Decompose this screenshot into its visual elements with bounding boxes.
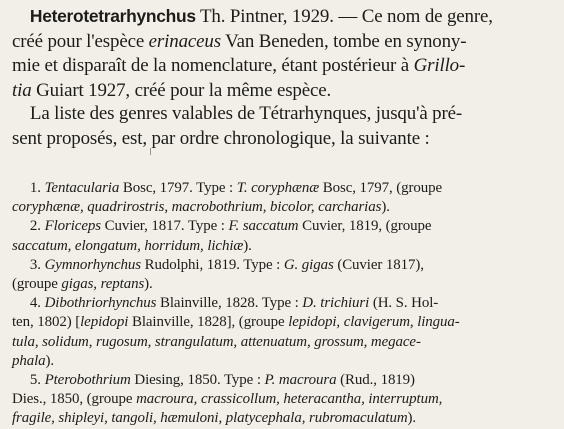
italic-text: phala bbox=[12, 352, 46, 369]
entry-line bbox=[12, 256, 552, 275]
italic-text: coryphænæ, quadrirostris, macrobothrium, bicolor, carcharias bbox=[12, 199, 382, 216]
text-span: Cuvier, 1819, (groupe bbox=[298, 218, 432, 235]
entry-line bbox=[12, 352, 552, 371]
text-span: mie et disparaît de la nomenclature, étant postérieur à bbox=[12, 55, 414, 76]
paragraph-line: sent proposés, est, par ordre chronologique, la suivante : bbox=[12, 127, 430, 149]
italic-text: G. gigas bbox=[283, 256, 334, 273]
text-span: ). bbox=[407, 410, 417, 427]
text-span: Cuvier, 1817. Type : bbox=[100, 218, 229, 235]
italic-text: gigas, reptans bbox=[61, 276, 145, 293]
text-span: ). bbox=[144, 276, 153, 293]
entry-line bbox=[12, 198, 552, 217]
text-span: (groupe bbox=[12, 276, 62, 293]
italic-text: lepidopi, clavigerum, lingua- bbox=[288, 314, 460, 331]
italic-text: fragile, shipleyi, tangoli, hæmuloni, platycephala, rubromaculatum bbox=[12, 410, 408, 427]
genus-entry-3 bbox=[12, 256, 554, 294]
paragraph-list-intro bbox=[12, 102, 554, 151]
italic-text: P. macroura bbox=[264, 372, 337, 389]
paragraph-line bbox=[12, 4, 552, 30]
paragraph-line bbox=[12, 54, 552, 79]
text-span: 5. bbox=[29, 372, 45, 389]
italic-text: Floriceps bbox=[44, 218, 101, 235]
text-span: 2. bbox=[29, 218, 45, 235]
text-span: ). bbox=[45, 352, 55, 369]
italic-text: T. coryphænæ bbox=[236, 180, 320, 196]
text-span: ). bbox=[243, 237, 252, 254]
italic-text: tula, solidum, rugosum, strangulatum, attenuatum, grossum, megace- bbox=[12, 333, 421, 350]
entry-line bbox=[12, 409, 552, 428]
paragraph-heterotetrarhynchus bbox=[12, 4, 554, 103]
entry-line bbox=[12, 294, 552, 313]
entry-line bbox=[12, 390, 552, 409]
genus-name: Grillo- bbox=[413, 55, 466, 76]
italic-text: F. saccatum bbox=[228, 218, 299, 235]
text-span: 1. bbox=[29, 180, 45, 196]
genus-name-bold: Heterotetrarhynchus bbox=[29, 6, 196, 26]
entry-line bbox=[12, 333, 552, 352]
paragraph-line: La liste des genres valables de Tétrarhynques, jusqu'à pré- bbox=[29, 103, 463, 124]
entry-line bbox=[12, 275, 552, 294]
text-span: Rudolphi, 1819. Type : bbox=[140, 256, 284, 273]
paragraph-line bbox=[12, 79, 552, 104]
text-span: (H. S. Hol- bbox=[369, 295, 439, 312]
italic-text: Dibothriorhynchus bbox=[44, 295, 157, 312]
text-span: Blainville, 1828. Type : bbox=[156, 295, 303, 312]
species-name: erinaceus bbox=[148, 30, 221, 52]
text-span: ten, 1802) [ bbox=[12, 314, 81, 331]
text-span: 3. bbox=[29, 256, 45, 273]
paragraph-line bbox=[12, 30, 552, 55]
genus-entry-4 bbox=[12, 294, 554, 371]
italic-text: macroura, crassicollum, heteracantha, interruptum, bbox=[136, 391, 443, 408]
text-span: (Cuvier 1817), bbox=[333, 256, 424, 273]
entry-line bbox=[12, 313, 552, 332]
text-span: Bosc, 1797. Type : bbox=[119, 180, 237, 196]
italic-text: lepidopi bbox=[80, 314, 129, 331]
italic-text: D. trichiuri bbox=[302, 295, 370, 312]
entry-line bbox=[12, 217, 552, 236]
genus-name: tia bbox=[12, 79, 32, 101]
genus-entry-1 bbox=[12, 179, 554, 217]
text-span: 4. bbox=[29, 295, 45, 312]
italic-text: saccatum, elongatum, horridum, lichiæ bbox=[12, 237, 244, 254]
text-span: créé pour l'espèce bbox=[12, 30, 149, 52]
print-speck bbox=[150, 148, 151, 155]
italic-text: Tentacularia bbox=[44, 180, 120, 196]
text-span: Diesing, 1850. Type : bbox=[130, 372, 265, 389]
text-span: Blainville, 1828], (groupe bbox=[128, 314, 289, 331]
text-span: Guiart 1927, créé pour la même espèce. bbox=[31, 79, 332, 101]
entry-line bbox=[12, 179, 552, 198]
italic-text: Gymnorhynchus bbox=[44, 256, 141, 273]
text-span: Van Beneden, tombe en synony- bbox=[220, 30, 467, 52]
text-span: Th. Pintner, 1929. — Ce nom de genre, bbox=[195, 6, 493, 27]
text-span: (Rud., 1819) bbox=[336, 372, 415, 389]
entry-line bbox=[12, 237, 552, 256]
text-span: Bosc, 1797, (groupe bbox=[319, 180, 443, 196]
text-span: Dies., 1850, (groupe bbox=[12, 391, 137, 408]
genus-list bbox=[12, 179, 554, 429]
genus-entry-2 bbox=[12, 217, 554, 255]
italic-text: Pterobothrium bbox=[44, 372, 131, 389]
entry-line bbox=[12, 371, 552, 390]
text-span: ). bbox=[381, 199, 390, 216]
